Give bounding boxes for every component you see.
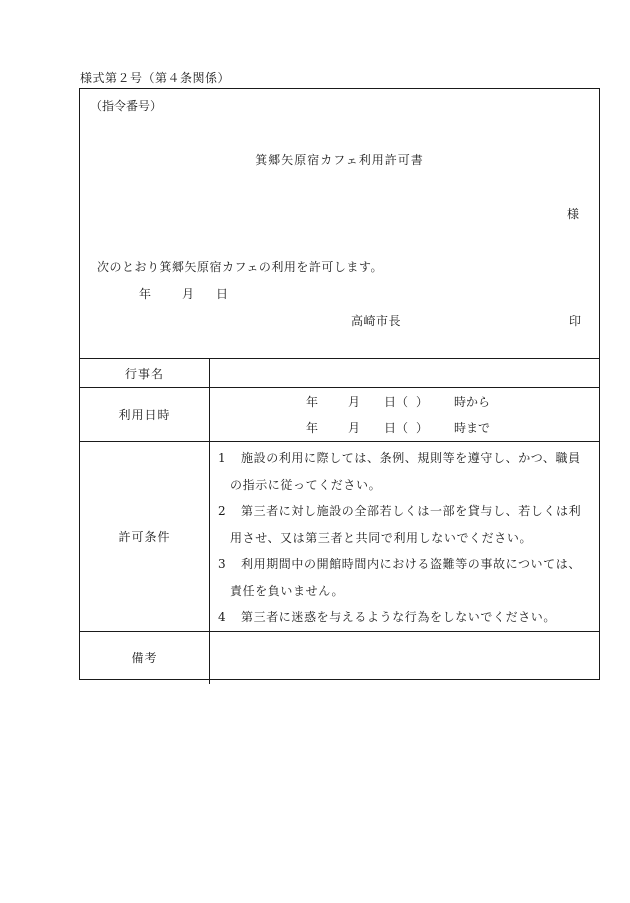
condition-text: 施設の利用に際しては、条例、規則等を遵守し、かつ、職員の指示に従ってください。 (230, 451, 581, 492)
issuer-name: 高崎市長 (351, 314, 402, 328)
conditions-row (80, 442, 599, 632)
condition-item (218, 551, 593, 604)
datetime-value (210, 388, 600, 442)
condition-number: 1 (218, 451, 227, 465)
condition-number: 3 (218, 557, 227, 571)
condition-text: 第三者に迷惑を与えるような行為をしないでください。 (241, 610, 557, 624)
permit-header (80, 89, 599, 358)
condition-text: 利用期間中の開館時間内における盗難等の事故については、責任を負いません。 (230, 557, 581, 598)
from-paren-close: ） (416, 395, 429, 409)
permit-details-table (80, 358, 599, 684)
command-number: （指令番号） (90, 99, 163, 113)
permit-form (79, 88, 600, 680)
datetime-label: 利用日時 (80, 388, 210, 442)
to-suffix: 時まで (454, 421, 491, 435)
event-value (210, 359, 600, 388)
from-year: 年 (306, 395, 319, 409)
to-paren-close: ） (416, 421, 429, 435)
to-month: 月 (348, 421, 361, 435)
remarks-label: 備考 (80, 631, 210, 684)
issue-date-month: 月 (182, 287, 195, 301)
issue-date (139, 285, 228, 302)
datetime-row (80, 388, 599, 442)
conditions-label: 許可条件 (80, 442, 210, 632)
form-number: 様式第２号（第４条関係） (80, 71, 231, 85)
from-month: 月 (348, 395, 361, 409)
to-year: 年 (306, 421, 319, 435)
condition-text: 第三者に対し施設の全部若しくは一部を貸与し、若しくは利用させ、又は第三者と共同で利用しないでください。 (230, 504, 582, 545)
condition-item (218, 604, 593, 631)
event-row (80, 359, 599, 388)
datetime-to (210, 415, 599, 441)
conditions-list (210, 442, 599, 631)
from-paren-open: （ (396, 395, 409, 409)
event-label: 行事名 (80, 359, 210, 388)
seal-mark: 印 (568, 314, 581, 328)
issue-date-year: 年 (139, 287, 152, 301)
addressee-suffix: 様 (566, 207, 579, 221)
from-day: 日 (384, 395, 397, 409)
to-paren-open: （ (396, 421, 409, 435)
permit-statement: 次のとおり箕郷矢原宿カフェの利用を許可します。 (97, 260, 383, 274)
from-suffix: 時から (454, 395, 491, 409)
to-day: 日 (384, 421, 397, 435)
condition-item (218, 445, 593, 498)
condition-number: 2 (218, 504, 227, 518)
remarks-value (210, 631, 600, 684)
datetime-from (210, 389, 599, 415)
remarks-row (80, 631, 599, 684)
document-title: 箕郷矢原宿カフェ利用許可書 (255, 153, 424, 167)
condition-number: 4 (218, 610, 227, 624)
issue-date-day: 日 (216, 287, 229, 301)
condition-item (218, 498, 593, 551)
conditions-value (210, 442, 600, 632)
